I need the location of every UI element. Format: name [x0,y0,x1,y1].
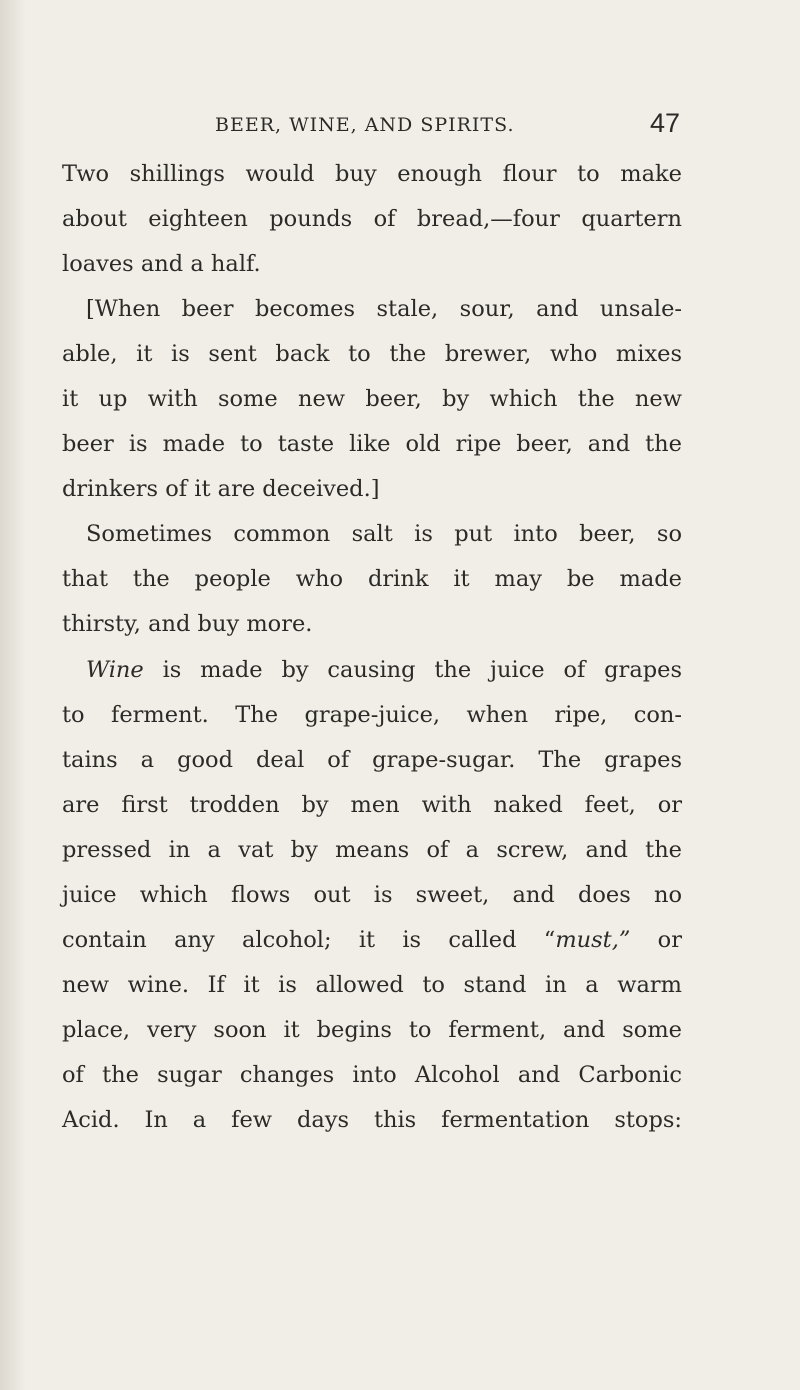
text-line-content: or [630,926,682,953]
text-line [62,918,682,963]
text-line: thirsty, and buy more. [62,611,313,638]
text-line: pressed in a vat by means of a screw, and the [62,836,682,863]
text-line: of the sugar changes into Alcohol and Carbonic [62,1061,682,1088]
text-line: it up with some new beer, by which the new [62,386,682,413]
text-line: juice which flows out is sweet, and does no [62,881,682,908]
text-line: place, very soon it begins to ferment, and some [62,1016,682,1043]
text-line: [When beer becomes stale, sour, and unsale- [86,296,682,323]
text-line: are first trodden by men with naked feet, or [62,791,682,818]
text-line: new wine. If it is allowed to stand in a warm [62,971,682,998]
text-line: beer is made to taste like old ripe beer, and the [62,431,682,458]
page-gutter-shadow [0,0,26,1390]
text-line-content: contain any alcohol; it is called “ [62,926,556,953]
running-head [60,108,680,144]
text-line: able, it is sent back to the brewer, who mixes [62,341,682,368]
wine-term: Wine [86,656,144,683]
text-line: drinkers of it are deceived.] [62,476,380,503]
body-text [62,152,682,1143]
text-line: Sometimes common salt is put into beer, so [86,521,682,548]
page-number: 47 [649,108,680,138]
must-term: must,” [555,926,631,953]
text-line-content: is made by causing the juice of grapes [162,656,682,683]
text-line: Two shillings would buy enough flour to make [62,161,682,187]
running-title: BEER, WINE, AND SPIRITS. [215,114,515,136]
text-line: loaves and a half. [62,251,261,278]
text-line: about eighteen pounds of bread,—four quartern [62,206,682,233]
text-line: that the people who drink it may be made [62,566,682,593]
text-line [62,648,682,693]
text-line: Acid. In a few days this fermentation stops: [62,1106,682,1133]
text-line: tains a good deal of grape-sugar. The grapes [62,746,682,773]
text-line: to ferment. The grape-juice, when ripe, con- [62,701,682,728]
